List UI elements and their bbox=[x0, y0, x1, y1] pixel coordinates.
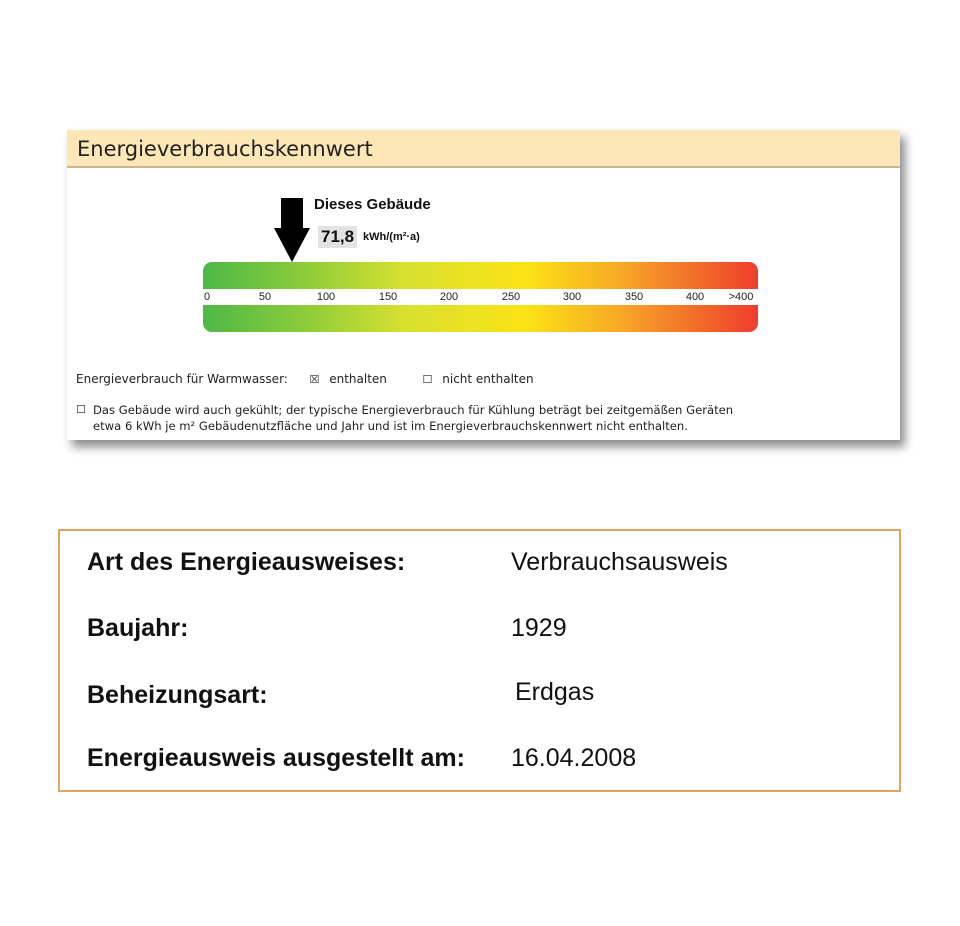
scale-tick: 100 bbox=[316, 291, 336, 303]
scale-tick: 400 bbox=[685, 291, 705, 303]
warmwater-label: Energieverbrauch für Warmwasser: bbox=[76, 372, 288, 386]
info-value: Erdgas bbox=[515, 678, 595, 706]
energy-rating-panel bbox=[67, 130, 900, 440]
checkbox-unchecked-icon[interactable]: ☐ bbox=[422, 373, 433, 386]
info-value: 16.04.2008 bbox=[511, 744, 637, 772]
info-value: Verbrauchsausweis bbox=[511, 548, 728, 576]
down-arrow-icon bbox=[274, 198, 310, 262]
info-label: Baujahr: bbox=[87, 614, 189, 642]
info-label: Beheizungsart: bbox=[87, 681, 268, 709]
scale-tick: 150 bbox=[378, 291, 398, 303]
energy-value: 71,8 bbox=[318, 226, 357, 248]
energy-unit: kWh/(m²·a) bbox=[363, 231, 420, 243]
info-label: Art des Energieausweises: bbox=[87, 548, 406, 576]
building-label: Dieses Gebäude bbox=[314, 196, 431, 213]
energy-certificate-info bbox=[58, 529, 901, 792]
cooling-note-line1: Das Gebäude wird auch gekühlt; der typische Energieverbrauch für Kühlung beträgt bei zeitgemäßen Geräten bbox=[93, 403, 734, 417]
cooling-note-line2: etwa 6 kWh je m² Gebäudenutzfläche und Jahr und ist im Energieverbrauchskennwert nicht enthalten. bbox=[93, 419, 688, 433]
info-value: 1929 bbox=[511, 614, 567, 642]
scale-tick: 200 bbox=[439, 291, 459, 303]
cooling-note bbox=[76, 402, 856, 434]
checkbox-checked-icon[interactable]: ☒ bbox=[309, 373, 320, 386]
energy-scale bbox=[203, 262, 758, 332]
scale-tick-strip bbox=[203, 289, 758, 305]
panel-title: Energieverbrauchskennwert bbox=[67, 130, 900, 168]
warmwater-included-label: enthalten bbox=[329, 372, 387, 386]
scale-tick: 50 bbox=[258, 291, 272, 303]
info-label: Energieausweis ausgestellt am: bbox=[87, 744, 465, 772]
scale-tick: 0 bbox=[203, 291, 211, 303]
scale-tick: 250 bbox=[501, 291, 521, 303]
warmwater-not-included-label: nicht enthalten bbox=[442, 372, 534, 386]
scale-tick: >400 bbox=[728, 291, 754, 303]
scale-tick: 350 bbox=[624, 291, 644, 303]
warmwater-row bbox=[76, 372, 534, 386]
scale-tick: 300 bbox=[562, 291, 582, 303]
checkbox-unchecked-icon[interactable]: ☐ bbox=[76, 403, 86, 416]
